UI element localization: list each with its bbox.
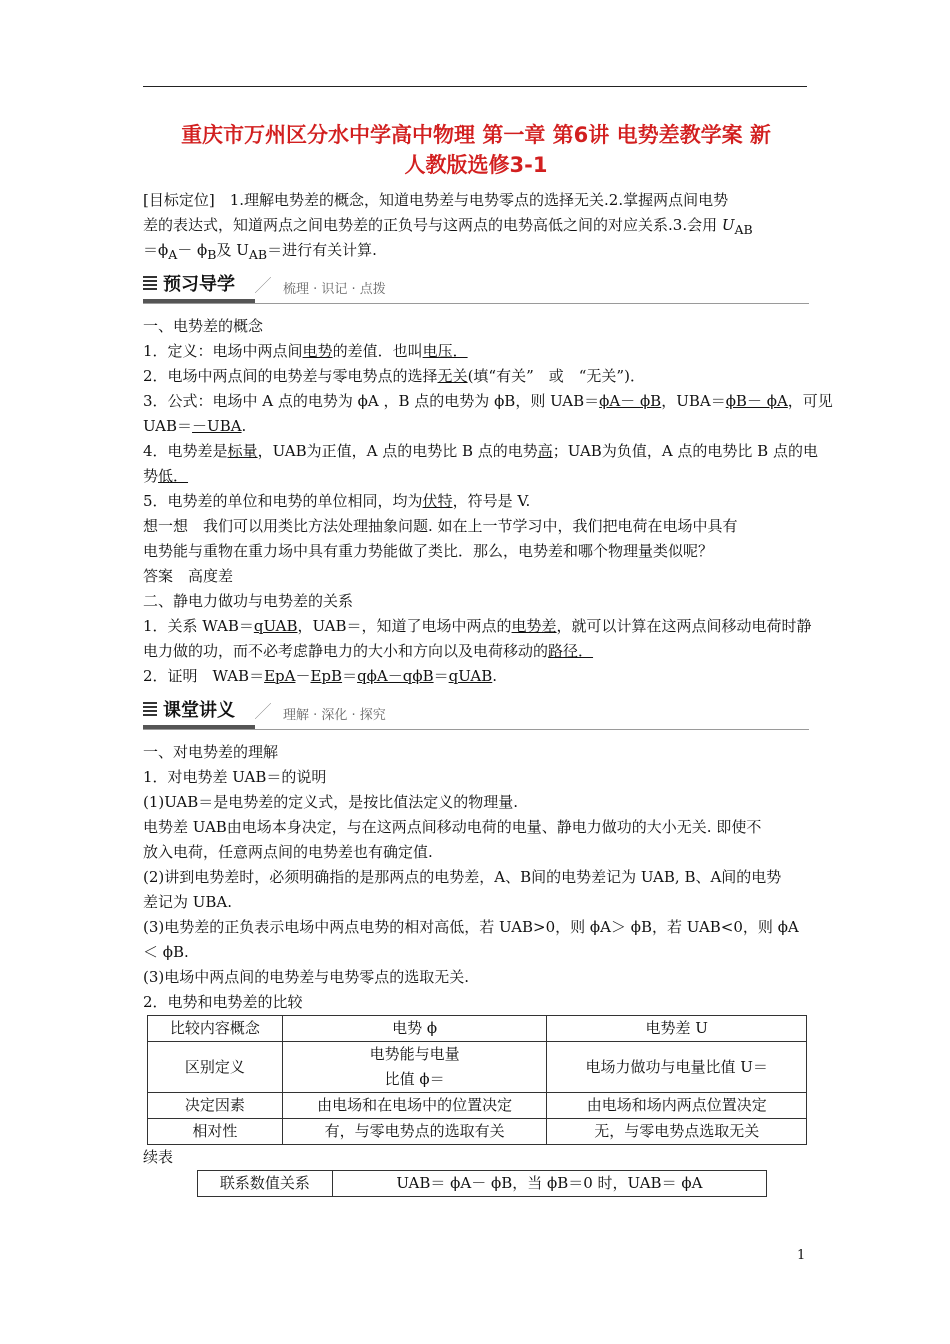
- top-rule: [143, 86, 807, 87]
- answer-blank: ϕB－ ϕA: [725, 392, 788, 410]
- item-proof: [143, 664, 809, 689]
- table-row: [198, 1171, 767, 1197]
- answer-blank: qUAB: [253, 617, 298, 635]
- section-title: 课堂讲义: [163, 700, 235, 721]
- answer-blank: 无关: [437, 367, 468, 385]
- para-9: (3)电场中两点间的电势差与电势零点的选取无关.: [143, 968, 470, 986]
- comparison-table: [147, 1015, 807, 1145]
- table-cell: 由电场和在电场中的位置决定: [282, 1093, 547, 1119]
- table-cell: 比较内容概念: [148, 1016, 283, 1042]
- answer-blank: 标量: [227, 442, 258, 460]
- table-cell: 区别定义: [148, 1042, 283, 1093]
- para-10: 2．电势和电势差的比较: [143, 993, 303, 1011]
- symbol-u: U: [721, 216, 735, 234]
- text: 1．定义：电场中两点间: [143, 342, 303, 360]
- table-cell: 相对性: [148, 1119, 283, 1145]
- answer-blank: 电势差: [511, 617, 557, 635]
- answer-blank: 路径．: [548, 642, 594, 660]
- text: 1．关系 WAB＝: [143, 617, 254, 635]
- heading-concept: 一、电势差的概念: [143, 317, 264, 335]
- section-subtitle: 梳理 · 识记 · 点拨: [283, 282, 386, 297]
- item-relation-cont: [143, 639, 809, 664]
- document-body: [143, 188, 833, 1197]
- text: 5．电势差的单位和电势的单位相同，均为: [143, 492, 423, 510]
- table-cell: 由电场和场内两点位置决定: [547, 1093, 807, 1119]
- text: ，符号是 V.: [452, 492, 531, 510]
- text: ＝: [342, 667, 358, 685]
- table-cell: 无，与零电势点选取无关: [547, 1119, 807, 1145]
- para-8: ＜ ϕB.: [143, 943, 189, 961]
- slant-divider-icon: [255, 703, 271, 719]
- table-cell: UAB＝ ϕA－ ϕB，当 ϕB＝0 时，UAB＝ ϕA: [332, 1171, 766, 1197]
- answer-blank: EpB: [310, 667, 343, 685]
- item-zero-point: [143, 364, 809, 389]
- answer-blank: 伏特: [422, 492, 453, 510]
- continued-table: [197, 1170, 767, 1197]
- item-relation: [143, 614, 812, 639]
- section-underline: [143, 725, 255, 729]
- answer-blank: 高: [537, 442, 553, 460]
- title-line-2: 人教版选修3-1: [404, 153, 548, 177]
- para-3: 电势差 UAB由电场本身决定，与在这两点间移动电荷的电量、静电力做功的大小无关. 即使不: [143, 818, 762, 836]
- text: 2．证明 WAB＝: [143, 667, 265, 685]
- section-title: 预习导学: [163, 274, 235, 295]
- table-header-row: [148, 1016, 807, 1042]
- text: 电力做的功，而不必考虑静电力的大小和方向以及电荷移动的: [143, 642, 549, 660]
- item-scalar: [143, 439, 818, 464]
- answer-line: 答案 高度差: [143, 567, 234, 585]
- answer-blank: qUAB: [448, 667, 493, 685]
- text: ，可见: [787, 392, 833, 410]
- text: －: [295, 667, 311, 685]
- answer-blank: 电势: [302, 342, 333, 360]
- text: 3．公式：电场中 A 点的电势为 ϕA ，B 点的电势为 ϕB，则 UAB＝: [143, 392, 600, 410]
- objective-line-1: [目标定位] 1.理解电势差的概念，知道电势差与电势零点的选择无关.2.掌握两点间电势: [143, 191, 729, 209]
- table-row: [148, 1119, 807, 1145]
- answer-blank: －UBA: [192, 417, 242, 435]
- answer-blank: qϕA－qϕB: [357, 667, 434, 685]
- page-number: 1: [797, 1248, 806, 1263]
- section-bar-icon: [143, 276, 157, 292]
- heading-understanding: 一、对电势差的理解: [143, 743, 279, 761]
- text: (填“有关” 或 “无关”)．: [467, 367, 645, 385]
- table-row: [148, 1042, 807, 1093]
- text: .: [241, 417, 247, 435]
- text: ＝: [433, 667, 449, 685]
- table-cell: 电势差 U: [547, 1016, 807, 1042]
- section-header-preview: [143, 269, 809, 304]
- heading-work: 二、静电力做功与电势差的关系: [143, 592, 354, 610]
- para-7: (3)电势差的正负表示电场中两点电势的相对高低，若 UAB>0，则 ϕA＞ ϕB，若 UAB<0，则 ϕA: [143, 918, 799, 936]
- text: 势: [143, 467, 159, 485]
- text: UAB＝: [143, 417, 193, 435]
- table-row: [148, 1093, 807, 1119]
- section-underline: [143, 299, 255, 303]
- document-title: [140, 120, 812, 180]
- para-2: (1)UAB＝是电势差的定义式，是按比值法定义的物理量.: [143, 793, 519, 811]
- text: .: [492, 667, 498, 685]
- cell-line: 电势能与电量: [369, 1045, 460, 1063]
- item-definition: [143, 339, 809, 364]
- formula-part: ＝ϕ: [143, 241, 169, 259]
- table-cell: 决定因素: [148, 1093, 283, 1119]
- cell-line: 比值 ϕ＝: [384, 1070, 445, 1088]
- subscript: B: [207, 247, 217, 262]
- continued-label: 续表: [143, 1148, 174, 1166]
- section-bar-icon: [143, 702, 157, 718]
- formula-part: － ϕ: [177, 241, 208, 259]
- para-6: 差记为 UBA.: [143, 893, 233, 911]
- section-subtitle: 理解 · 深化 · 探究: [283, 708, 386, 723]
- item-formula: [143, 389, 833, 414]
- item-unit: [143, 489, 809, 514]
- text: ，UAB＝，知道了电场中两点的: [297, 617, 512, 635]
- text: 2．电场中两点间的电势差与零电势点的选择: [143, 367, 438, 385]
- table-cell: 联系数值关系: [198, 1171, 333, 1197]
- title-line-1: 重庆市万州区分水中学高中物理 第一章 第6讲 电势差教学案 新: [181, 123, 771, 147]
- answer-blank: EpA: [264, 667, 296, 685]
- text: ；UAB为负值，A 点的电势比 B 点的电: [552, 442, 818, 460]
- subscript: AB: [248, 247, 268, 262]
- table-cell: 电场力做功与电量比值 U＝: [547, 1042, 807, 1093]
- formula-part: ＝进行有关计算.: [267, 241, 377, 259]
- objective-text: 差的表达式，知道两点之间电势差的正负号与这两点的电势高低之间的对应关系.3.会用: [143, 216, 718, 234]
- subscript: AB: [734, 222, 753, 237]
- table-cell: 有，与零电势点的选取有关: [282, 1119, 547, 1145]
- item-formula-cont: [143, 414, 809, 439]
- para-4: 放入电荷，任意两点间的电势差也有确定值.: [143, 843, 433, 861]
- text: 4．电势差是: [143, 442, 228, 460]
- para-5: (2)讲到电势差时，必须明确指的是那两点的电势差，A、B间的电势差记为 UAB, B、A间的电势: [143, 868, 782, 886]
- para-1: 1．对电势差 UAB＝的说明: [143, 768, 327, 786]
- think-line-1: 想一想 我们可以用类比方法处理抽象问题. 如在上一节学习中，我们把电荷在电场中具有: [143, 517, 738, 535]
- text: ，UAB为正值，A 点的电势比 B 点的电势: [257, 442, 538, 460]
- answer-blank: 电压．: [422, 342, 468, 360]
- objective-line-2: [143, 213, 809, 238]
- table-cell: 电势 ϕ: [282, 1016, 547, 1042]
- section-header-lecture: [143, 695, 809, 730]
- slant-divider-icon: [255, 277, 271, 293]
- answer-blank: 低．: [158, 467, 189, 485]
- item-scalar-cont: [143, 464, 809, 489]
- subscript: A: [168, 247, 178, 262]
- text: ，UBA＝: [661, 392, 726, 410]
- text: ，就可以计算在这两点间移动电荷时静: [556, 617, 812, 635]
- objective-line-3: [143, 238, 809, 263]
- table-cell: [282, 1042, 547, 1093]
- formula-part: 及 U: [216, 241, 249, 259]
- text: 的差值．也叫: [332, 342, 423, 360]
- think-line-2: 电势能与重物在重力场中具有重力势能做了类比．那么，电势差和哪个物理量类似呢？: [143, 542, 714, 560]
- answer-blank: ϕA－ ϕB: [599, 392, 662, 410]
